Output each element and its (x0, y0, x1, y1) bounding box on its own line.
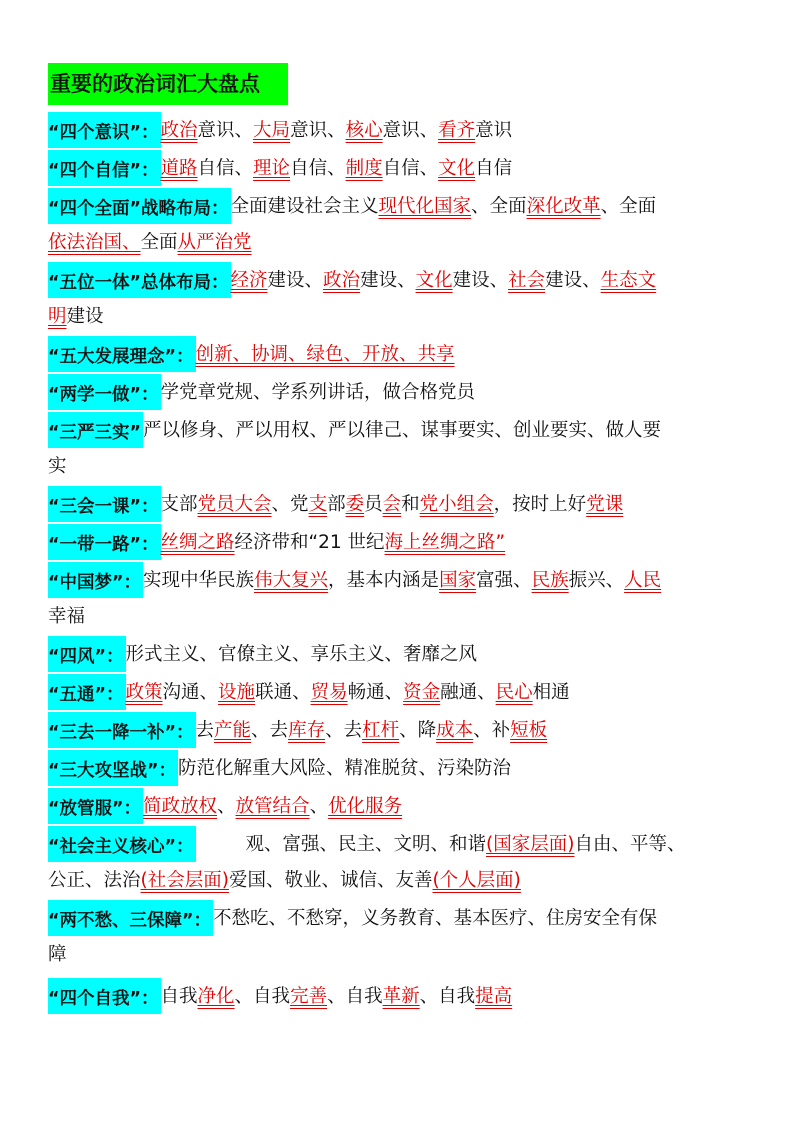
highlighted-term: 依法治国、 (48, 232, 141, 253)
highlighted-term: 核心 (345, 120, 383, 141)
definition-text: 、去 (251, 720, 289, 741)
term-key: “四个意识”： (48, 112, 161, 148)
definition-text: 、 (309, 796, 329, 817)
highlighted-term: 设施 (218, 682, 256, 703)
entry-continuation-line (48, 862, 758, 898)
definition-text: 、党 (271, 494, 309, 515)
term-entry (48, 712, 758, 748)
highlighted-term: 资金 (403, 682, 441, 703)
page-title: 重要的政治词汇大盘点 (48, 63, 288, 105)
highlighted-term: 政治 (160, 120, 198, 141)
highlighted-term: 现代化国家 (378, 196, 472, 217)
highlighted-term: 经济 (230, 270, 268, 291)
definition-text: 部 (327, 494, 346, 515)
definition-text: 员 (364, 494, 383, 515)
highlighted-term: 丝绸之路 (160, 532, 235, 553)
term-entry (48, 636, 758, 672)
definition-text: ，基本内涵是 (328, 570, 440, 591)
term-entry (48, 262, 758, 334)
term-entry (48, 674, 758, 710)
definition-text: 自信、 (197, 158, 254, 179)
entry-line (48, 712, 758, 748)
term-entry (48, 336, 758, 372)
highlighted-term: 民心 (495, 682, 533, 703)
definition-text: 建设、 (267, 270, 324, 291)
highlighted-term: 文化 (415, 270, 453, 291)
term-entry (48, 978, 758, 1014)
definition-text: 建设、 (452, 270, 509, 291)
entry-line (48, 978, 758, 1014)
definition-text: 学党章党规、学系列讲话，做合格党员 (160, 382, 476, 403)
entry-line (48, 336, 758, 372)
entry-line (48, 900, 758, 936)
term-key: “四风”： (48, 636, 126, 672)
definition-text: 自信 (475, 158, 513, 179)
highlighted-term: 伟大复兴 (254, 570, 329, 591)
definition-text: 建设 (66, 306, 104, 327)
term-key: “两学一做”： (48, 374, 161, 410)
definition-text: 、 (217, 796, 236, 817)
term-entry (48, 826, 758, 898)
term-key: “四个全面”战略布局： (48, 188, 231, 224)
definition-text: 、补 (473, 720, 511, 741)
highlighted-term: 人民 (624, 570, 662, 591)
term-entry (48, 750, 758, 786)
term-key: “中国梦”： (48, 562, 143, 598)
highlighted-term: 社会 (508, 270, 546, 291)
definition-text: 自信、 (382, 158, 439, 179)
definition-text: 建设、 (360, 270, 416, 291)
highlighted-term: 杠杆 (362, 720, 400, 741)
entry-continuation-line (48, 936, 758, 972)
highlighted-term: 简政放权 (143, 796, 218, 817)
definition-text: 幸福 (48, 606, 86, 627)
entry-continuation-line (48, 448, 758, 484)
term-entry (48, 486, 758, 522)
definition-text: 意识、 (382, 120, 439, 141)
highlighted-term: 创新、协调、绿色、开放、共享 (195, 344, 455, 365)
highlighted-term: 党员大会 (197, 494, 272, 515)
definition-text: 畅通、 (347, 682, 404, 703)
definition-text: 意识 (475, 120, 513, 141)
highlighted-term: 理论 (253, 158, 291, 179)
definition-text: 、全面 (471, 196, 527, 217)
highlighted-term: 民族 (531, 570, 569, 591)
definition-text: 意识、 (197, 120, 254, 141)
entry-line (48, 524, 758, 560)
term-key: “社会主义核心”： (48, 826, 196, 862)
definition-text: 防范化解重大风险、精准脱贫、污染防治 (178, 758, 512, 779)
definition-text: 去 (195, 720, 215, 741)
entry-line (48, 374, 758, 410)
term-entry (48, 374, 758, 410)
highlighted-term: 放管结合 (235, 796, 310, 817)
term-entry (48, 524, 758, 560)
highlighted-term: 文化 (438, 158, 476, 179)
highlighted-term: 深化改革 (526, 196, 601, 217)
definition-text: 、降 (399, 720, 437, 741)
definition-text: 严以修身、严以用权、严以律己、谋事要实、创业要实、做人要 (143, 420, 662, 441)
term-key: “三大攻坚战”： (48, 750, 178, 786)
entry-line (48, 750, 758, 786)
definition-text: 富强、 (476, 570, 532, 591)
definition-text: 自信、 (290, 158, 346, 179)
term-entry (48, 562, 758, 634)
entry-line (48, 112, 758, 148)
definition-text: 、去 (325, 720, 363, 741)
definition-text: 经济带和“21 世纪 (234, 532, 385, 553)
highlighted-term: 成本 (436, 720, 474, 741)
term-key: “一带一路”： (48, 524, 161, 560)
entry-continuation-line (48, 224, 758, 260)
term-key: “两不愁、三保障”： (48, 900, 213, 936)
highlighted-term: 海上丝绸之路” (384, 532, 506, 553)
definition-text: 振兴、 (568, 570, 625, 591)
term-entry (48, 150, 758, 186)
definition-text: 全面建设社会主义 (230, 196, 379, 217)
highlighted-term: 道路 (160, 158, 198, 179)
definition-text: 沟通、 (162, 682, 219, 703)
term-key: “放管服”： (48, 788, 143, 824)
entry-line (48, 826, 758, 862)
term-entry (48, 412, 758, 484)
definition-text: 形式主义、官僚主义、享乐主义、奢靡之风 (125, 644, 478, 665)
term-key: “三去一降一补”： (48, 712, 196, 748)
term-key: “四个自信”： (48, 150, 161, 186)
definition-text: 自我 (160, 986, 198, 1007)
highlighted-term: (国家层面) (486, 834, 575, 855)
definition-text: 建设、 (545, 270, 601, 291)
term-entry (48, 788, 758, 824)
entry-line (48, 412, 758, 448)
highlighted-term: 制度 (345, 158, 383, 179)
highlighted-term: 政策 (125, 682, 163, 703)
term-key: “五大发展理念”： (48, 336, 196, 372)
definition-text: 意识、 (290, 120, 346, 141)
entry-line (48, 636, 758, 672)
highlighted-term: 明 (48, 306, 67, 327)
term-entry (48, 112, 758, 148)
highlighted-term: 优化服务 (328, 796, 403, 817)
entry-line (48, 788, 758, 824)
entry-line (48, 674, 758, 710)
entry-line (48, 262, 758, 298)
entry-line (48, 188, 758, 224)
term-key: “三严三实” (48, 412, 143, 448)
highlighted-term: 完善 (290, 986, 328, 1007)
entry-continuation-line (48, 298, 758, 334)
definition-text: 不愁吃、不愁穿，义务教育、基本医疗、住房安全有保 (213, 908, 658, 929)
highlighted-term: (个人层面) (432, 870, 521, 891)
definition-text: 、自我 (327, 986, 383, 1007)
highlighted-term: 革新 (382, 986, 420, 1007)
definition-text: 障 (48, 944, 67, 965)
highlighted-term: 党课 (586, 494, 624, 515)
highlighted-term: 贸易 (310, 682, 348, 703)
highlighted-term: 支 (308, 494, 328, 515)
term-entry (48, 188, 758, 260)
definition-text: 支部 (160, 494, 198, 515)
definition-text: 爱国、敬业、诚信、友善 (228, 870, 433, 891)
highlighted-term: 库存 (288, 720, 326, 741)
entry-line (48, 562, 758, 598)
highlighted-term: 短板 (510, 720, 548, 741)
definition-text: 相通 (532, 682, 570, 703)
definition-text: 融通、 (440, 682, 496, 703)
entry-continuation-line (48, 598, 758, 634)
term-key: “五位一体”总体布局： (48, 262, 231, 298)
highlighted-term: 看齐 (438, 120, 476, 141)
definition-text: 联通、 (255, 682, 311, 703)
highlighted-term: 从严治党 (177, 232, 252, 253)
entry-line (48, 150, 758, 186)
definition-text: 自由、平等、 (574, 834, 686, 855)
definition-text: 全面 (140, 232, 178, 253)
definition-text: 、自我 (419, 986, 476, 1007)
definition-text: 观、富强、民主、文明、和谐 (245, 834, 487, 855)
entry-line (48, 486, 758, 522)
definition-text: 和 (401, 494, 420, 515)
highlighted-term: 产能 (214, 720, 252, 741)
term-entry (48, 900, 758, 972)
definition-text: 实现中华民族 (143, 570, 255, 591)
term-key: “三会一课”： (48, 486, 161, 522)
highlighted-term: 大局 (253, 120, 291, 141)
term-key: “五通”： (48, 674, 126, 710)
definition-text: 、全面 (600, 196, 657, 217)
highlighted-term: 生态文 (600, 270, 657, 291)
highlighted-term: 净化 (197, 986, 235, 1007)
definition-text: 公正、法治 (48, 870, 141, 891)
highlighted-term: 党小组会 (419, 494, 494, 515)
highlighted-term: 会 (382, 494, 402, 515)
highlighted-term: (社会层面) (140, 870, 229, 891)
highlighted-term: 国家 (439, 570, 477, 591)
highlighted-term: 提高 (475, 986, 513, 1007)
definition-text: ，按时上好 (493, 494, 587, 515)
definition-text: 实 (48, 456, 67, 477)
highlighted-term: 政治 (323, 270, 361, 291)
term-key: “四个自我”： (48, 978, 161, 1014)
definition-text: 、自我 (234, 986, 291, 1007)
highlighted-term: 委 (345, 494, 365, 515)
